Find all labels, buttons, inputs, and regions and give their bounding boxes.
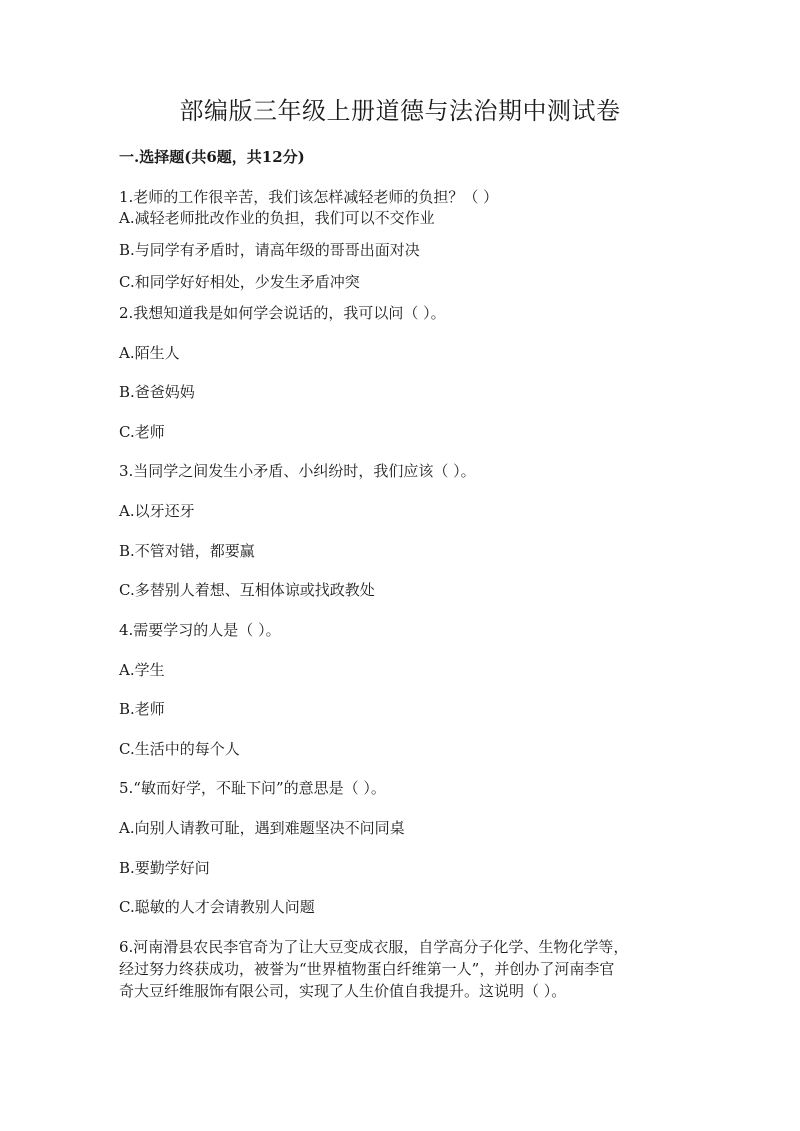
question-4-option-a: A.学生 (119, 661, 165, 679)
question-1-option-b: B.与同学有矛盾时，请高年级的哥哥出面对决 (119, 241, 420, 259)
question-5-option-a: A.向别人请教可耻，遇到难题坚决不问同桌 (119, 819, 405, 837)
question-2-option-a: A.陌生人 (119, 344, 180, 362)
question-1-stem: 1.老师的工作很辛苦，我们该怎样减轻老师的负担？（ ） (119, 188, 499, 206)
question-4-stem: 4.需要学习的人是（ ）。 (119, 621, 281, 639)
question-5-option-b: B.要勤学好问 (119, 859, 210, 877)
question-6-stem-line-2: 经过努力终获成功，被誉为“世界植物蛋白纤维第一人”，并创办了河南李官 (119, 960, 615, 978)
section-heading: 一.选择题(共6题，共12分) (119, 148, 305, 166)
question-2-stem: 2.我想知道我是如何学会说话的，我可以问（ ）。 (119, 304, 446, 322)
page-title: 部编版三年级上册道德与法治期中测试卷 (179, 97, 621, 125)
question-5-stem: 5.“敏而好学，不耻下问”的意思是（ ）。 (119, 779, 386, 797)
question-3-option-c: C.多替别人着想、互相体谅或找政教处 (119, 581, 375, 599)
question-1-option-a: A.减轻老师批改作业的负担，我们可以不交作业 (119, 209, 435, 227)
question-2-option-b: B.爸爸妈妈 (119, 383, 195, 401)
question-6-stem-line-3: 奇大豆纤维服饰有限公司，实现了人生价值自我提升。这说明（ ）。 (119, 982, 567, 1000)
question-3-option-a: A.以牙还牙 (119, 502, 195, 520)
question-4-option-b: B.老师 (119, 700, 165, 718)
question-6-stem-line-1: 6.河南滑县农民李官奇为了让大豆变成衣服，自学高分子化学、生物化学等， (119, 938, 629, 956)
question-5-option-c: C.聪敏的人才会请教别人问题 (119, 898, 315, 916)
question-3-stem: 3.当同学之间发生小矛盾、小纠纷时，我们应该（ ）。 (119, 462, 476, 480)
question-3-option-b: B.不管对错，都要赢 (119, 542, 255, 560)
question-2-option-c: C.老师 (119, 423, 165, 441)
question-1-option-c: C.和同学好好相处，少发生矛盾冲突 (119, 273, 360, 291)
question-4-option-c: C.生活中的每个人 (119, 740, 240, 758)
